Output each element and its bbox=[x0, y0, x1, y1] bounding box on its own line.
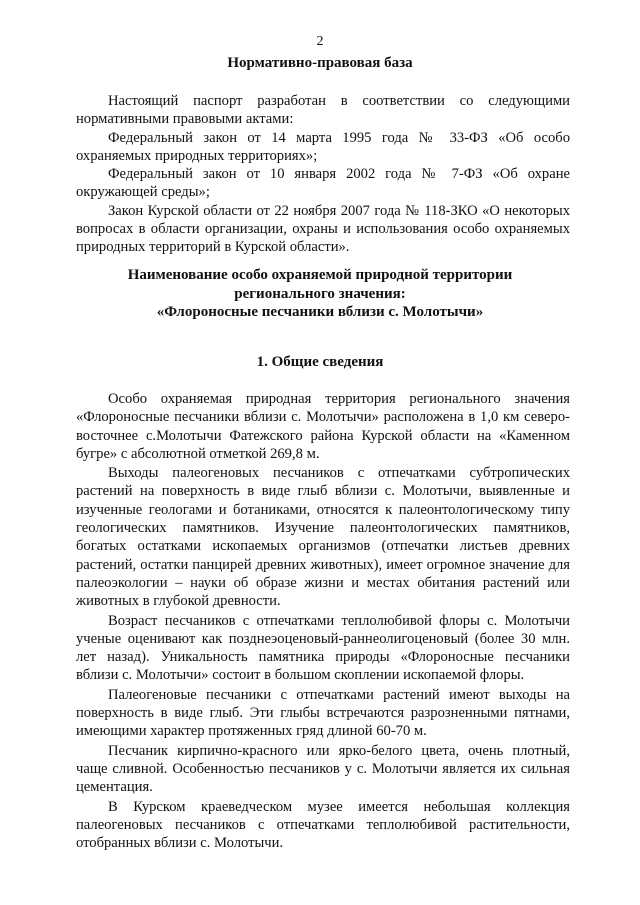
territory-name-line-1: Наименование особо охраняемой природной территории bbox=[127, 267, 513, 283]
legal-act-kursk-2007: Закон Курской области от 22 ноября 2007 года № 118-ЗКО «О некоторых вопросах в области организации, охраны и использования особо охраняемых природных территорий в Курской области». bbox=[76, 202, 570, 256]
section-1-paragraph-age: Возраст песчаников с отпечатками теплолюбивой флоры с. Молотычи ученые оценивают как позднеэоценовый-раннеолигоценовый (более 30 млн. лет назад). Уникальность памятника природы «Флороносные песчаники вблизи с. Молотычи» состоит в большом скоплении ископаемой флоры. bbox=[76, 612, 570, 684]
section-1-heading: 1. Общие сведения bbox=[256, 354, 384, 370]
legal-act-federal-2002: Федеральный закон от 10 января 2002 года № 7-ФЗ «Об охране окружающей среды»; bbox=[76, 166, 570, 201]
section-1-body bbox=[76, 390, 570, 852]
legal-basis-section bbox=[76, 92, 570, 257]
legal-basis-heading: Нормативно-правовая база bbox=[227, 55, 413, 71]
legal-basis-intro: Настоящий паспорт разработан в соответствии со следующими нормативными правовыми актами: bbox=[76, 93, 570, 128]
section-1-paragraph-location: Особо охраняемая природная территория регионального значения «Флороносные песчаники вблизи с. Молотычи» расположена в 1,0 км северо-восточнее с.Молотычи Фатежского района Курской области на «Каменном бугре» с абсолютной отметкой 269,8 м. bbox=[76, 391, 570, 462]
section-1-paragraph-sandstone: Песчаник кирпично-красного или ярко-белого цвета, очень плотный, чаще сливной. Особенностью песчаников у с. Молотычи является их сильная цементация. bbox=[76, 742, 570, 796]
section-1-paragraph-outcrops: Выходы палеогеновых песчаников с отпечатками субтропических растений на поверхность в виде глыб вблизи с. Молотычи, выявленные и изученные геологами и ботаниками, относятся к палеонтологическому типу геологических памятников. Изучение палеонтологических памятников, богатых остатками ископаемых организмов (отпечатки листьев древних растений, остатки панцирей древних животных), имеет огромное значение для палеоэкологии – науки об образе жизни и местах обитания растений или животных в глубокой древности. bbox=[76, 465, 570, 610]
section-1-paragraph-boulders: Палеогеновые песчаники с отпечатками растений имеют выходы на поверхность в виде глыб. Эти глыбы встречаются разрозненными пятнами, имеющими характер протяженных гряд длиной 60-70 м. bbox=[76, 686, 570, 740]
territory-name-line-2: регионального значения: bbox=[234, 285, 406, 302]
territory-name-line-3: «Флороносные песчаники вблизи с. Молотычи» bbox=[156, 304, 484, 320]
legal-act-federal-1995: Федеральный закон от 14 марта 1995 года № 33-ФЗ «Об особо охраняемых природных территориях»; bbox=[76, 129, 570, 164]
section-1-paragraph-museum: В Курском краеведческом музее имеется небольшая коллекция палеогеновых песчаников с отпечатками теплолюбивой растительности, отобранных вблизи с. Молотычи. bbox=[76, 798, 570, 852]
page-number: 2 bbox=[316, 34, 324, 49]
territory-name-heading bbox=[60, 266, 580, 322]
